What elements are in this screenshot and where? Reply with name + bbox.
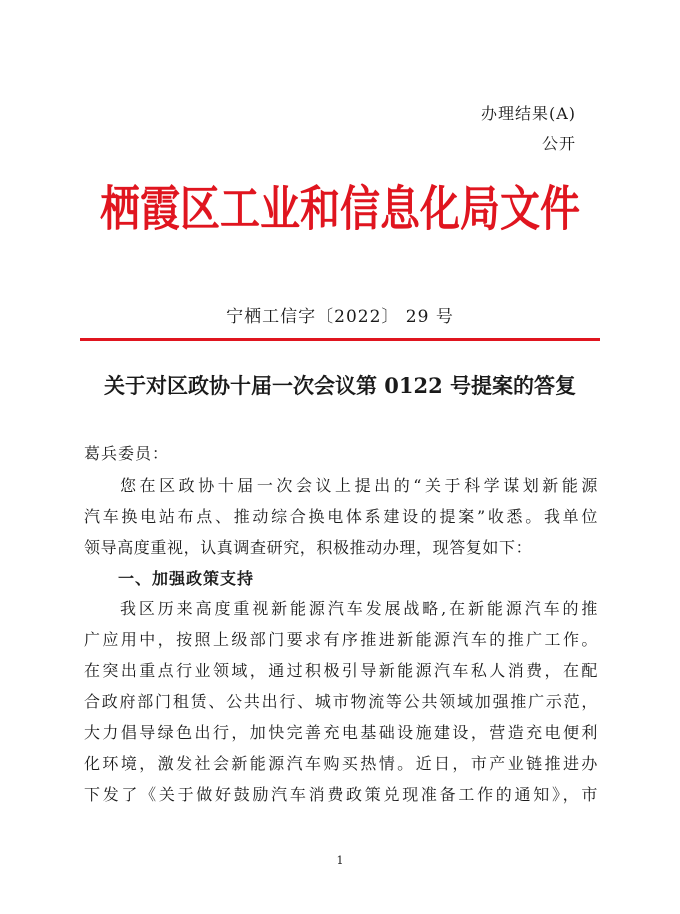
red-divider-rule <box>80 338 600 341</box>
document-number: 宁栖工信字〔2022〕 29 号 <box>226 307 454 327</box>
disclosure-label: 公开 <box>541 134 576 153</box>
page-number: 1 <box>336 854 344 867</box>
paragraph-line: 领导高度重视，认真调查研究，积极推动办理，现答复如下： <box>84 538 533 557</box>
salutation: 葛兵委员： <box>84 444 170 463</box>
paragraph-line: 汽车换电站布点、推动综合换电体系建设的提案”收悉。我单位 <box>84 507 598 526</box>
paragraph-line: 合政府部门租赁、公共出行、城市物流等公共领域加强推广示范， <box>84 692 598 711</box>
document-title: 关于对区政协十届一次会议第 0122 号提案的答复 <box>103 373 577 398</box>
paragraph-line: 您在区政协十届一次会议上提出的“关于科学谋划新能源 <box>120 476 598 495</box>
paragraph-line: 在突出重点行业领域，通过积极引导新能源汽车私人消费，在配 <box>84 661 598 680</box>
handling-result-label: 办理结果(A) <box>480 104 576 123</box>
document-issuer-header: 栖霞区工业和信息化局文件 <box>100 182 580 238</box>
section-heading: 一、加强政策支持 <box>118 569 255 588</box>
paragraph-line: 下发了《关于做好鼓励汽车消费政策兑现准备工作的通知》，市 <box>84 785 598 804</box>
paragraph-line: 我区历来高度重视新能源汽车发展战略,在新能源汽车的推 <box>120 599 598 618</box>
paragraph-line: 化环境，激发社会新能源汽车购买热情。近日，市产业链推进办 <box>84 754 598 773</box>
paragraph-line: 广应用中，按照上级部门要求有序推进新能源汽车的推广工作。 <box>84 630 598 649</box>
paragraph-line: 大力倡导绿色出行，加快完善充电基础设施建设，营造充电便利 <box>84 723 598 742</box>
